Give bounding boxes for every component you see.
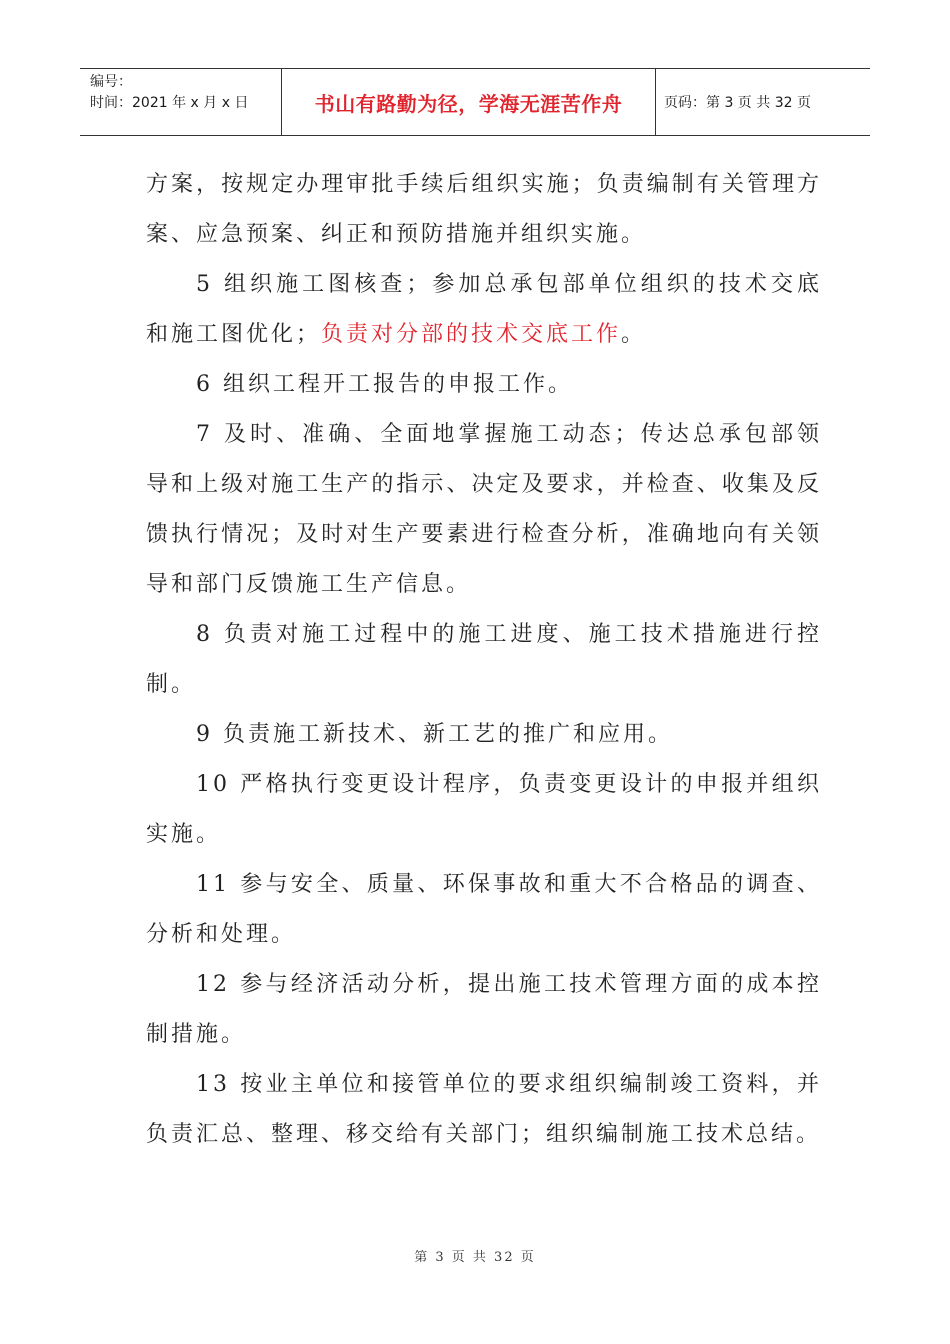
document-body bbox=[146, 160, 822, 1160]
header-page-info: 页码：第 3 页 共 32 页 bbox=[664, 95, 811, 111]
page-header bbox=[80, 68, 870, 136]
page-footer: 第 3 页 共 32 页 bbox=[414, 1250, 536, 1265]
paragraph-1: 方案，按规定办理审批手续后组织实施；负责编制有关管理方案、应急预案、纠正和预防措施并组织实施。 bbox=[146, 172, 822, 247]
paragraph-4: 7 及时、准确、全面地掌握施工动态；传达总承包部领导和上级对施工生产的指示、决定及要求，并检查、收集及反馈执行情况；及时对生产要素进行检查分析，准确地向有关领导和部门反馈施工生产信息。 bbox=[146, 422, 822, 597]
paragraph-5: 8 负责对施工过程中的施工进度、施工技术措施进行控制。 bbox=[146, 622, 822, 697]
document-number-label: 编号： bbox=[90, 74, 132, 90]
header-meta-cell bbox=[80, 69, 282, 135]
paragraph-6: 9 负责施工新技术、新工艺的推广和应用。 bbox=[196, 722, 673, 747]
paragraph-7: 10 严格执行变更设计程序，负责变更设计的申报并组织实施。 bbox=[146, 772, 822, 847]
paragraph-10: 13 按业主单位和接管单位的要求组织编制竣工资料，并负责汇总、整理、移交给有关部门；组织编制施工技术总结。 bbox=[146, 1072, 822, 1147]
document-time-label: 时间：2021 年 x 月 x 日 bbox=[90, 95, 249, 111]
paragraph-3: 6 组织工程开工报告的申报工作。 bbox=[196, 372, 573, 397]
highlighted-text: 负责对分部的技术交底工作 bbox=[321, 322, 622, 347]
paragraph-9: 12 参与经济活动分析，提出施工技术管理方面的成本控制措施。 bbox=[146, 972, 822, 1047]
paragraph-2: 5 组织施工图核查；参加总承包部单位组织的技术交底和施工图优化；负责对分部的技术交底工作。 bbox=[146, 272, 822, 347]
paragraph-8: 11 参与安全、质量、环保事故和重大不合格品的调查、分析和处理。 bbox=[146, 872, 822, 947]
header-motto: 书山有路勤为径，学海无涯苦作舟 bbox=[282, 69, 656, 135]
